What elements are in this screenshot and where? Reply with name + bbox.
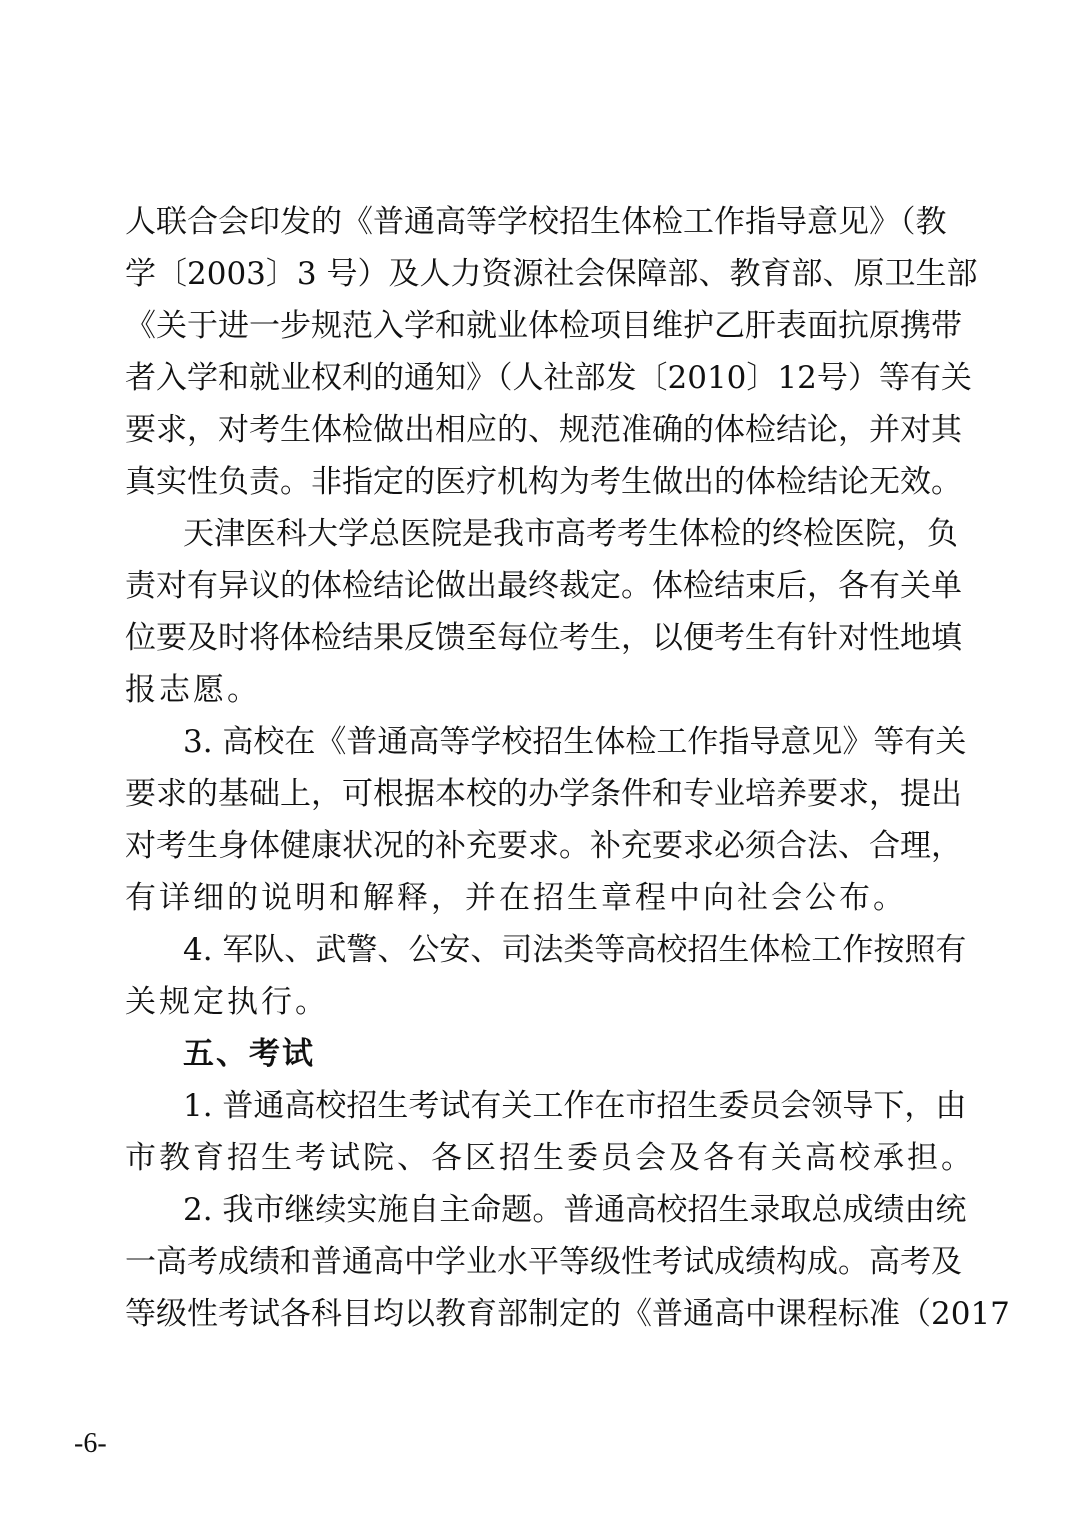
text-line: 天津医科大学总医院是我市高考考生体检的终检医院，负 (183, 516, 958, 552)
page-number: -6- (74, 1428, 107, 1459)
text-line: 责对有异议的体检结论做出最终裁定。体检结束后，各有关单 (125, 568, 962, 604)
text-line: 有详细的说明和解释，并在招生章程中向社会公布。 (125, 880, 907, 916)
text-line: 位要及时将体检结果反馈至每位考生，以便考生有针对性地填 (125, 620, 962, 656)
text-line: 《关于进一步规范入学和就业体检项目维护乙肝表面抗原携带 (125, 308, 962, 344)
section-heading: 五、考试 (183, 1036, 315, 1072)
text-line: 2. 我市继续实施自主命题。普通高校招生录取总成绩由统 (183, 1192, 967, 1228)
text-line: 报志愿。 (125, 672, 261, 708)
text-line: 3. 高校在《普通高等学校招生体检工作指导意见》等有关 (183, 724, 967, 760)
text-line: 市教育招生考试院、各区招生委员会及各有关高校承担。 (125, 1140, 975, 1176)
text-line: 要求的基础上，可根据本校的办学条件和专业培养要求，提出 (125, 776, 962, 812)
text-line: 对考生身体健康状况的补充要求。补充要求必须合法、合理， (125, 828, 962, 864)
text-line: 真实性负责。非指定的医疗机构为考生做出的体检结论无效。 (125, 464, 962, 500)
text-line: 一高考成绩和普通高中学业水平等级性考试成绩构成。高考及 (125, 1244, 962, 1280)
document-body (125, 196, 1010, 1340)
text-line: 人联合会印发的《普通高等学校招生体检工作指导意见》（教 (125, 204, 947, 240)
text-line: 学〔2003〕3 号）及人力资源社会保障部、教育部、原卫生部 (125, 256, 978, 292)
text-line: 者入学和就业权利的通知》（人社部发〔2010〕12号）等有关 (125, 360, 972, 396)
text-line: 1. 普通高校招生考试有关工作在市招生委员会领导下，由 (183, 1088, 967, 1124)
text-line: 要求，对考生体检做出相应的、规范准确的体检结论，并对其 (125, 412, 962, 448)
text-line: 关规定执行。 (125, 984, 329, 1020)
text-line: 等级性考试各科目均以教育部制定的《普通高中课程标准（2017 (125, 1296, 1010, 1332)
text-line: 4. 军队、武警、公安、司法类等高校招生体检工作按照有 (183, 932, 967, 968)
